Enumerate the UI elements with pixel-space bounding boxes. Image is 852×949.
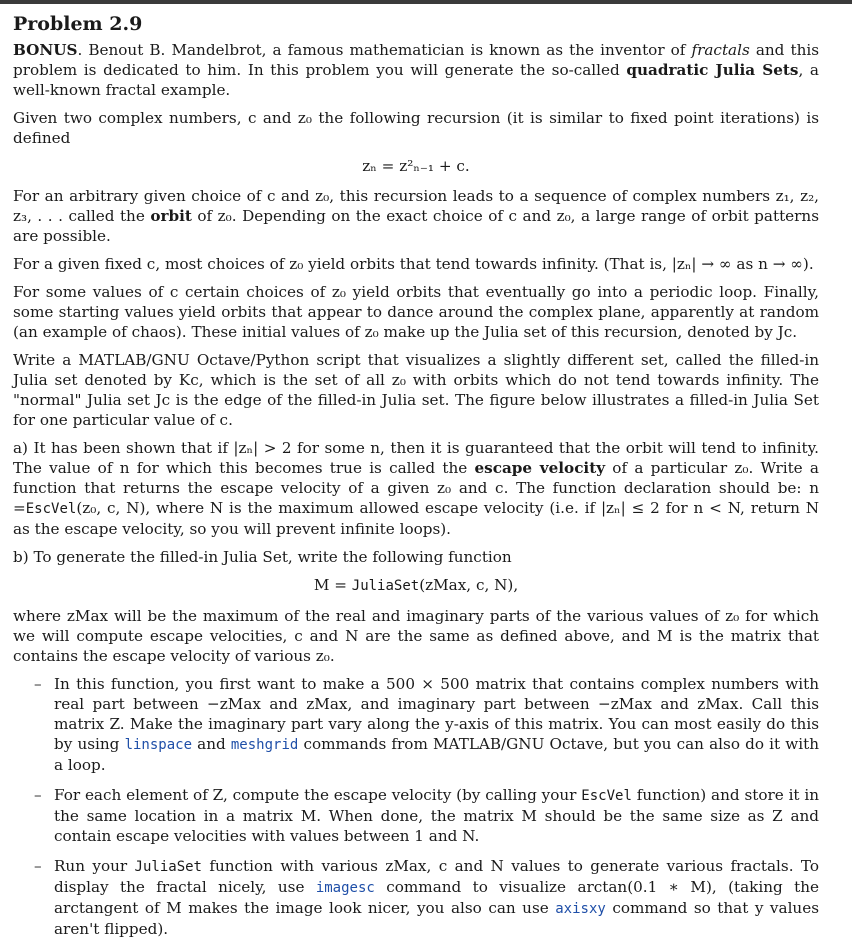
part-b-where: where zMax will be the maximum of the real and imaginary parts of the various values of z₀ for which we will compute escape velocities, c and N are the same as defined above, and M is the matrix that contains the escape velocity of various z₀. (13, 607, 819, 665)
escvel-code: EscVel (581, 788, 632, 804)
orbit-term: orbit (150, 207, 192, 225)
list-item: – In this function, you first want to make a 500 × 500 matrix that contains complex numbers with real part between −zMax and zMax, and imaginary part between −zMax and zMax. Call this matrix Z. Make the imaginary part vary along the y-axis of this matrix. You can most easily do this by using linspace and meshgrid commands from MATLAB/GNU Octave, but you can also do it with a loop. (54, 674, 819, 775)
periodic-paragraph: For some values of c certain choices of z₀ yield orbits that eventually go into a periodic loop. Finally, some starting values yield orbits that appear to dance around the complex plane, apparently at random (an example of chaos). These initial values of z₀ make up the Julia set of this recursion, denoted by Jc. (13, 283, 819, 341)
list-item: – Run your JuliaSet function with various zMax, c and N values to generate various fractals. To display the fractal nicely, use imagesc command to visualize arctan(0.1 ∗ M), (taking the arctangent of M makes the image look nicer, you also can use axisxy command so that y values aren't flipped). (54, 856, 819, 939)
given-paragraph: Given two complex numbers, c and z₀ the following recursion (it is similar to fixed point iterations) is defined (13, 109, 819, 147)
orbit-paragraph: For an arbitrary given choice of c and z₀, this recursion leads to a sequence of complex numbers z₁, z₂, z₃, . . . called the orbit of z₀. Depending on the exact choice of c and z₀, a large range of orbit patterns are possible. (13, 187, 819, 245)
part-a-paragraph: a) It has been shown that if |zₙ| > 2 for some n, then it is guaranteed that the orbit will tend to infinity. The value of n for which this becomes true is called the escape velocity of a particular z₀. Write a function that returns the escape velocity of a given z₀ and c. The function declaration should be: n =EscVel(z₀, c, N), where N is the maximum allowed escape velocity (i.e. if |zₙ| ≤ 2 for n < N, return N as the escape velocity, so you will prevent infinite loops). (13, 439, 819, 538)
part-b-intro: b) To generate the filled-in Julia Set, write the following function (13, 548, 512, 566)
intro-paragraph: BONUS. Benout B. Mandelbrot, a famous mathematician is known as the inventor of fractals and this problem is dedicated to him. In this problem you will generate the so-called quadratic Julia Sets, a well-known fractal example. (13, 41, 820, 99)
escvel-code: EscVel (25, 501, 77, 517)
escape-velocity-term: escape velocity (474, 459, 606, 477)
script-paragraph: Write a MATLAB/GNU Octave/Python script that visualizes a slightly different set, called the filled-in Julia set denoted by Kc, which is the set of all z₀ with orbits which do not tend towards infinity. The "normal" Julia set Jc is the edge of the filled-in Julia set. The figure below illustrates a filled-in Julia Set for one particular value of c. (13, 351, 819, 429)
axisxy-code: axisxy (555, 901, 606, 917)
list-item: – For each element of Z, compute the escape velocity (by calling your EscVel function) and store it in the same location in a matrix M. When done, the matrix M should be the same size as Z and contain escape velocities with values between 1 and N. (54, 785, 819, 846)
julia-sets-term: quadratic Julia Sets (626, 61, 799, 79)
meshgrid-code: meshgrid (230, 737, 299, 753)
instruction-list (13, 674, 819, 939)
juliaset-code: JuliaSet (351, 578, 420, 594)
imagesc-code: imagesc (315, 880, 375, 896)
juliaset-equation: M = JuliaSet(zMax, c, N), (313, 576, 519, 594)
bonus-label: BONUS (13, 41, 78, 59)
document-page (13, 13, 819, 949)
top-rule (0, 0, 852, 4)
recursion-equation: zₙ = z²ₙ₋₁ + c. (362, 157, 470, 175)
infinity-paragraph: For a given fixed c, most choices of z₀ yield orbits that tend towards infinity. (That is, |zₙ| → ∞ as n → ∞). (13, 255, 814, 273)
problem-title: Problem 2.9 (13, 13, 143, 35)
juliaset-code: JuliaSet (134, 859, 202, 875)
linspace-code: linspace (124, 737, 192, 753)
fractals-term: fractals (691, 41, 750, 59)
